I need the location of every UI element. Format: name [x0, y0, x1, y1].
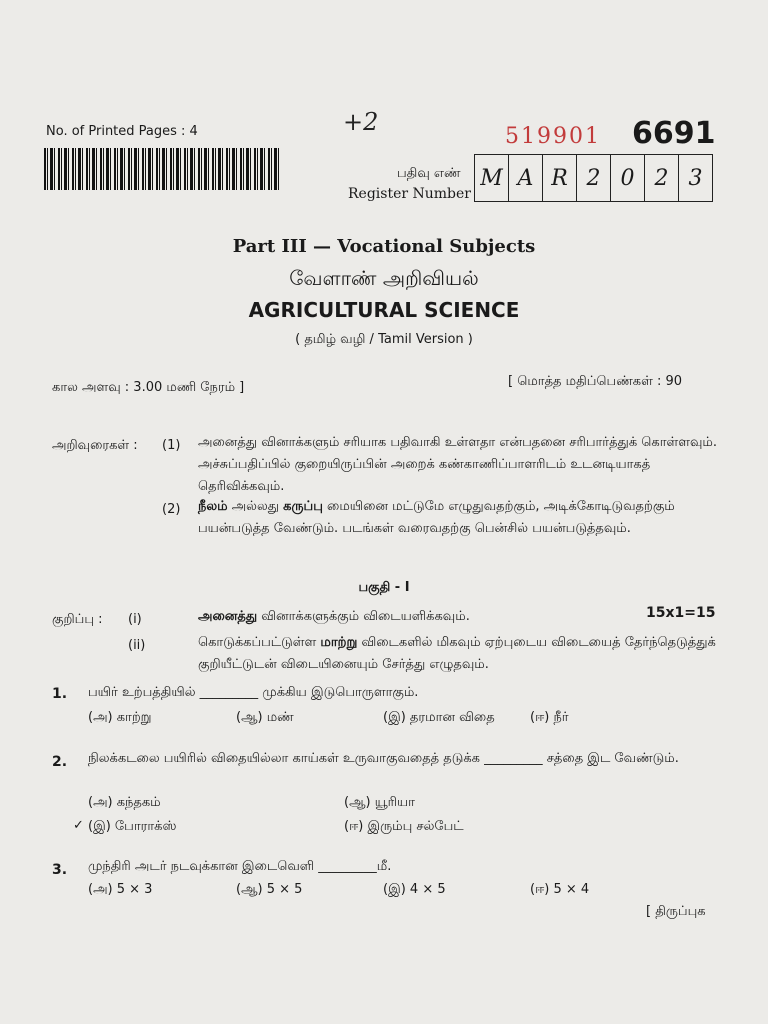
register-digit: 3: [688, 165, 703, 191]
option: (அ) 5 × 3: [88, 882, 153, 897]
serial-number: 519901: [505, 124, 601, 149]
option: (ஈ) இரும்பு சல்பேட்: [344, 819, 464, 834]
option: (இ) போராக்ஸ்: [88, 819, 177, 834]
note-text-part: வினாக்களுக்கும் விடையளிக்கவும்.: [257, 609, 470, 624]
note-number: (i): [128, 612, 142, 627]
question-number: 3.: [52, 862, 68, 878]
instructions-label: அறிவுரைகள் :: [52, 438, 138, 453]
register-digit: A: [509, 155, 543, 201]
option: (ஆ) யூரியா: [344, 795, 415, 810]
register-digit: R: [543, 155, 577, 201]
medium-label: ( தமிழ் வழி / Tamil Version ): [295, 332, 473, 347]
paper-code: 6691: [632, 116, 716, 151]
handwritten-tick: ✓: [73, 818, 84, 833]
option: (அ) கந்தகம்: [88, 795, 161, 810]
instruction-text: அனைத்து வினாக்களும் சரியாக பதிவாகி உள்ளதா என்பதனை சரிபார்த்துக் கொள்ளவும். அச்சுப்பதிப்பில் குறையிருப்பின் அறைக் கண்காணிப்பாளரிடம் உடனடியாகத் தெரிவிக்கவும்.: [198, 435, 717, 494]
question-text: பயிர் உற்பத்தியில் _________ முக்கிய இடுபொருளாகும்.: [88, 685, 419, 700]
part-title: Part III — Vocational Subjects: [232, 236, 536, 257]
register-label-tamil: பதிவு எண்: [397, 166, 461, 181]
register-digit: 2: [645, 155, 679, 201]
note-text: [198, 606, 638, 628]
instruction-bold: நீலம்: [198, 499, 228, 514]
section-marks: 15x1=15: [646, 605, 716, 621]
option: (இ) 4 × 5: [383, 882, 446, 897]
turn-over-label: [ திருப்புக: [646, 904, 706, 919]
option: (அ) காற்று: [88, 710, 152, 725]
register-label-english: Register Number: [348, 186, 471, 202]
note-bold: மாற்று: [320, 635, 358, 650]
handwritten-mark: +2: [343, 108, 379, 136]
register-number-box: [474, 154, 713, 202]
instruction-number: (2): [162, 502, 181, 517]
option: (ஆ) மண்: [236, 710, 294, 725]
note-bold: அனைத்து: [198, 609, 258, 624]
option: (ஈ) நீர்: [530, 710, 569, 725]
instruction-text: [198, 496, 718, 540]
barcode: [44, 148, 280, 190]
instruction-number: (1): [162, 438, 181, 453]
question-number: 1.: [52, 686, 68, 702]
instruction-bold: கருப்பு: [283, 499, 323, 514]
instruction-text-part: அல்லது: [227, 499, 284, 514]
subject-title-tamil: வேளாண் அறிவியல்: [289, 266, 479, 290]
note-text-part: கொடுக்கப்பட்டுள்ள: [198, 635, 321, 650]
subject-title-english: AGRICULTURAL SCIENCE: [248, 298, 520, 322]
question-number: 2.: [52, 754, 68, 770]
question-text: முந்திரி அடர் நடவுக்கான இடைவெளி _________மீ.: [88, 859, 392, 874]
note-number: (ii): [128, 638, 146, 653]
total-marks: [ மொத்த மதிப்பெண்கள் : 90: [508, 374, 682, 389]
option: (இ) தரமான விதை: [383, 710, 495, 725]
option: (ஆ) 5 × 5: [236, 882, 303, 897]
note-text-part: விடைகளில் மிகவும் ஏற்புடைய விடையைத் தேர்ந்தெடுத்துக் குறியீட்டுடன் விடையினையும் சேர்த்து எழுதவும்.: [198, 635, 716, 672]
note-text: [198, 632, 718, 676]
note-label: குறிப்பு :: [52, 612, 103, 627]
instruction-text-part: மையினை மட்டுமே எழுதுவதற்கும், அடிக்கோடிடுவதற்கும் பயன்படுத்த வேண்டும். படங்கள் வரைவதற்கு பென்சில் பயன்படுத்தவும்.: [198, 499, 675, 536]
register-digit: 0: [611, 155, 645, 201]
register-digit: 2: [577, 155, 611, 201]
option: (ஈ) 5 × 4: [530, 882, 590, 897]
question-text: நிலக்கடலை பயிரில் விதையில்லா காய்கள் உருவாகுவதைத் தடுக்க _________ சத்தை இட வேண்டும்.: [88, 751, 679, 766]
section-title: பகுதி - I: [358, 580, 410, 595]
register-digit: M: [475, 155, 509, 201]
time-allowed: கால அளவு : 3.00 மணி நேரம் ]: [52, 380, 245, 395]
printed-pages: No. of Printed Pages : 4: [46, 124, 198, 139]
